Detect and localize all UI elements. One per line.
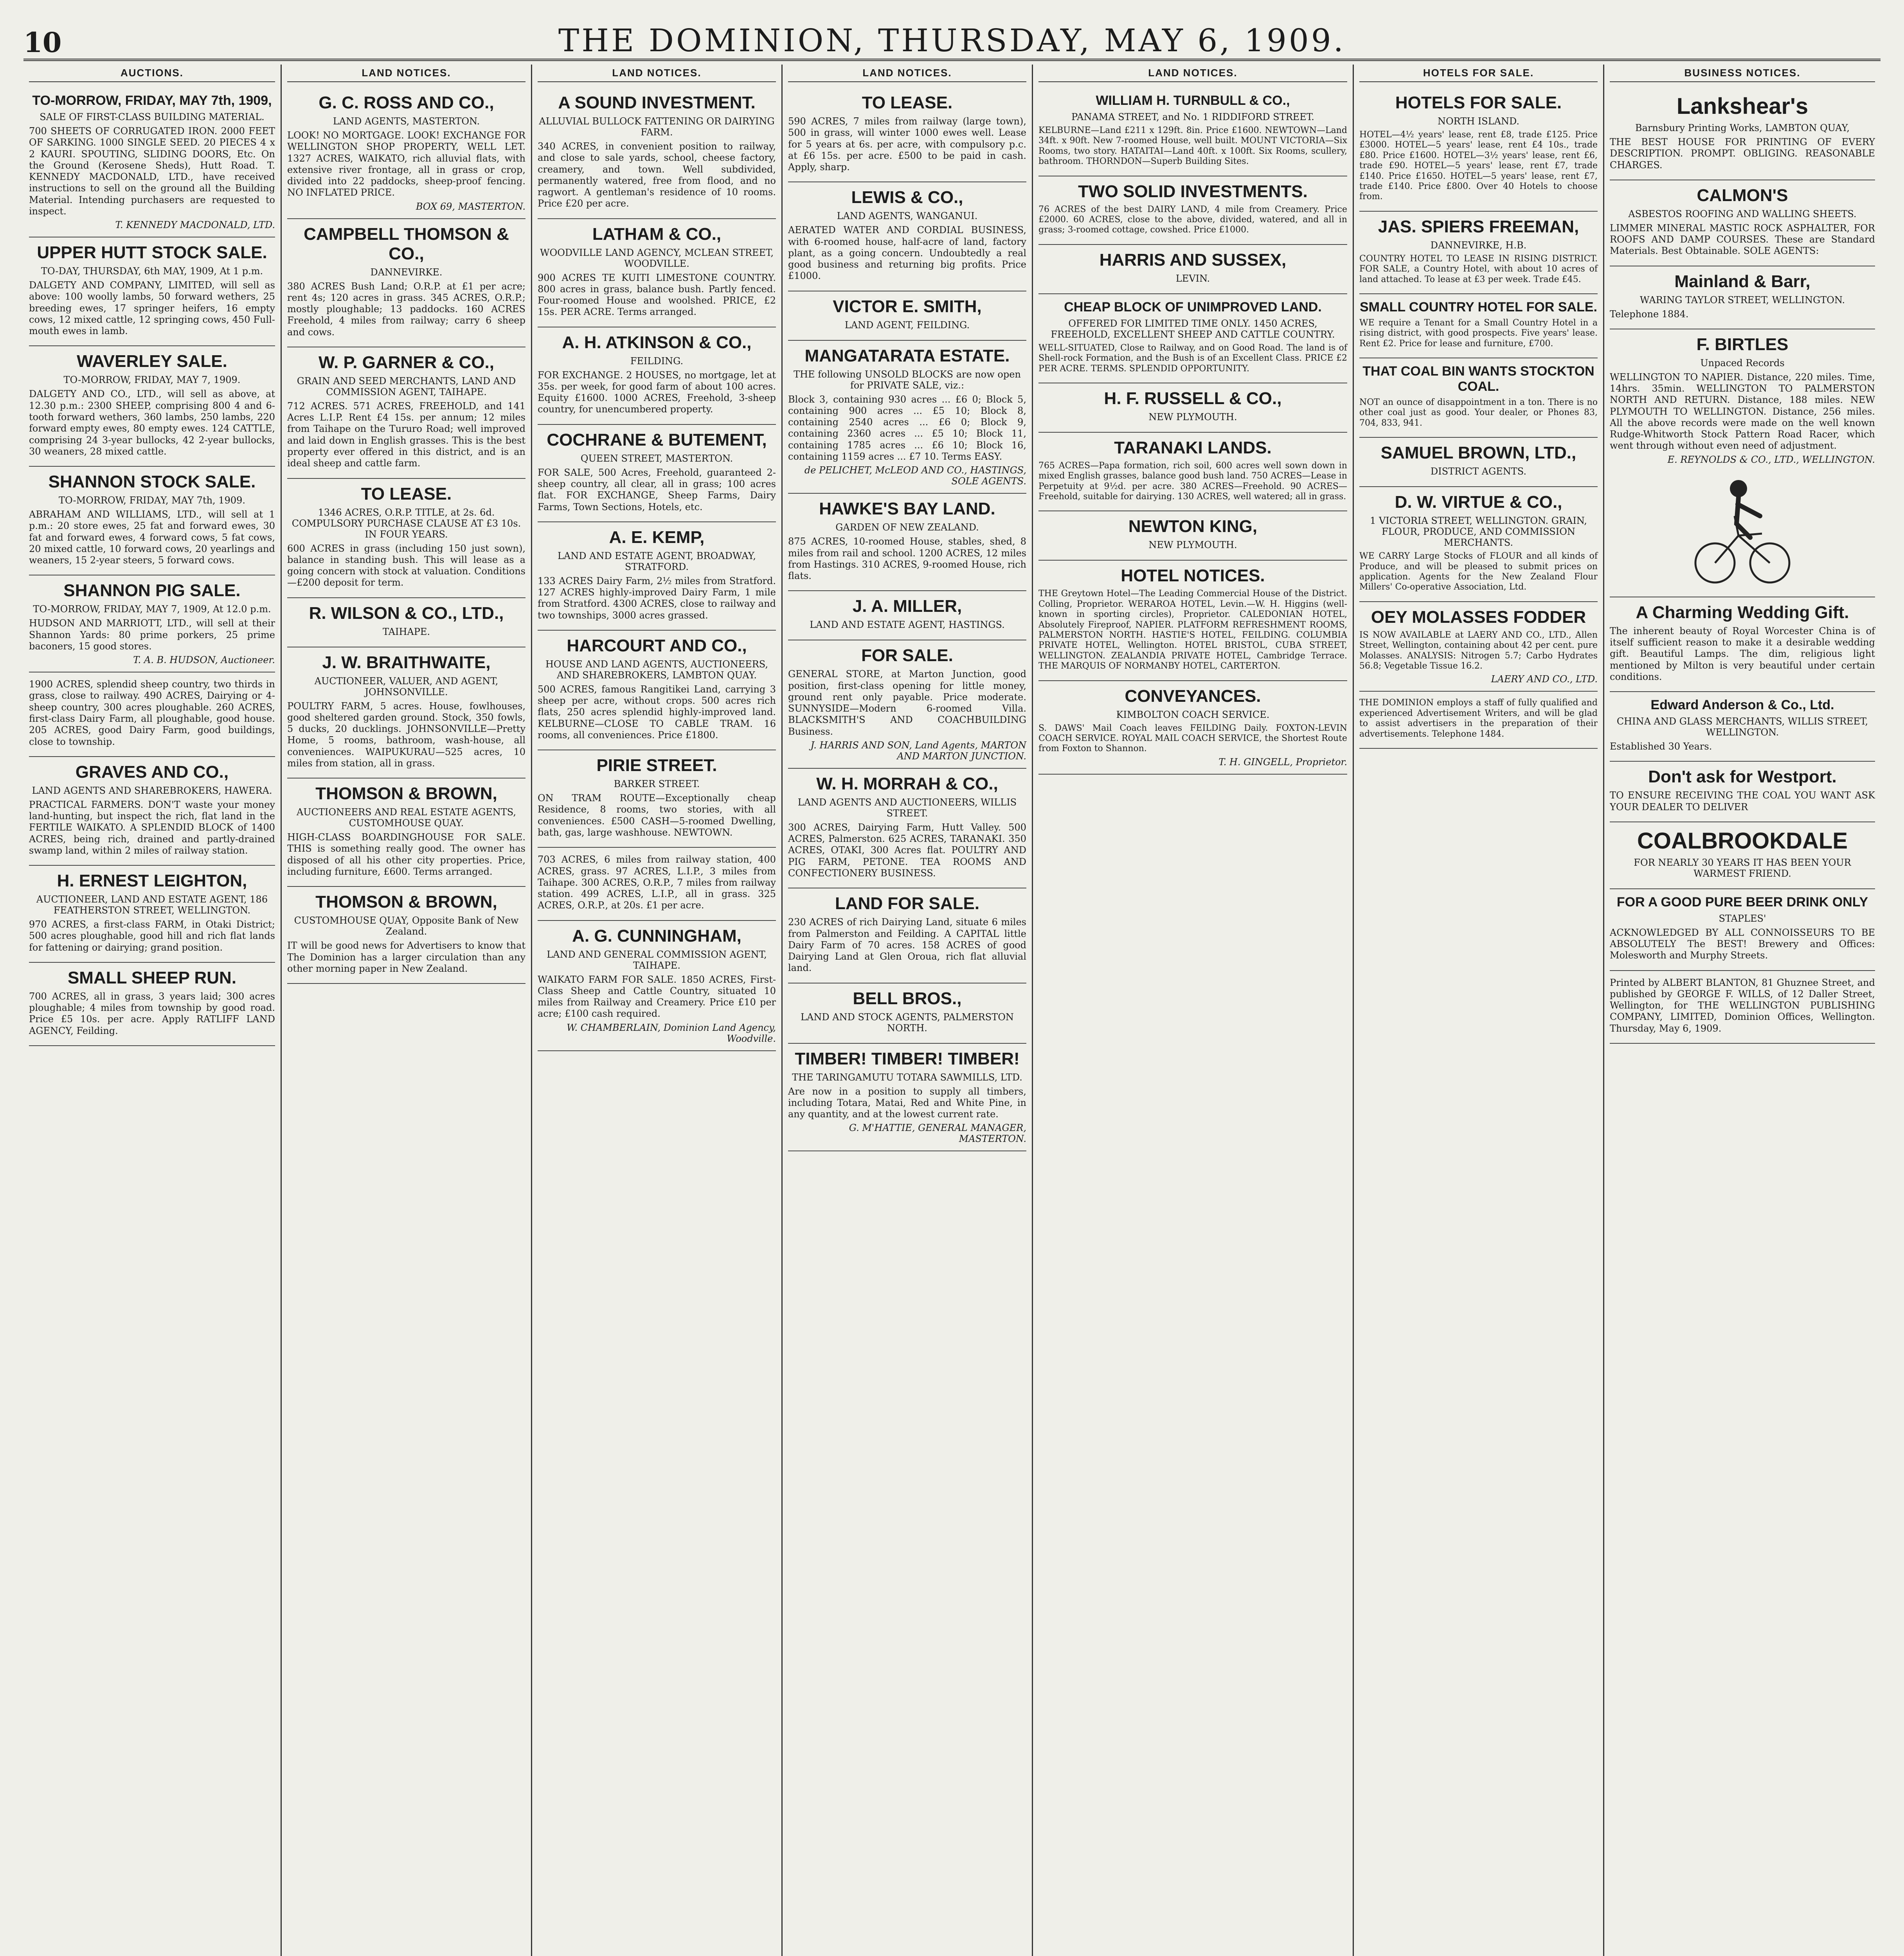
advertisement bbox=[788, 1044, 1026, 1152]
ad-body: Established 30 Years. bbox=[1610, 741, 1712, 752]
advertisement bbox=[788, 291, 1026, 341]
ad-subheading: 1 VICTORIA STREET, WELLINGTON. GRAIN, FLOUR, PRODUCE, AND COMMISSION MERCHANTS. bbox=[1370, 515, 1587, 548]
ad-body: TO ENSURE RECEIVING THE COAL YOU WANT ASK YOUR DEALER TO DELIVER bbox=[1610, 790, 1875, 813]
ad-subheading: HOUSE AND LAND AGENTS, AUCTIONEERS, AND SHAREBROKERS, LAMBTON QUAY. bbox=[545, 658, 768, 681]
column-4 bbox=[783, 65, 1033, 1956]
ad-heading: A. H. ATKINSON & CO., bbox=[562, 333, 752, 352]
column-header: LAND NOTICES. bbox=[788, 67, 1026, 82]
ad-heading: VICTOR E. SMITH, bbox=[833, 297, 982, 316]
ad-signature: BOX 69, MASTERTON. bbox=[416, 201, 525, 212]
ad-subheading: LAND AGENT, FEILDING. bbox=[844, 319, 970, 331]
ad-subheading: STAPLES' bbox=[1719, 913, 1766, 924]
ad-subheading: LEVIN. bbox=[1175, 273, 1210, 284]
advertisement bbox=[29, 963, 275, 1046]
page-number: 10 bbox=[23, 26, 62, 59]
advertisement bbox=[1038, 245, 1347, 294]
ad-body: THE Greytown Hotel—The Leading Commercial House of the District. Colling, Proprietor. WERAROA HOTEL, Levin.—W. H. Higgins (well-known in sporting circles), Proprietor. CALEDONIAN HOTEL, Absolutely Fireproof, NAPIER. PLATFORM REFRESHMENT ROOMS, PALMERSTON NORTH. HASTIE'S HOTEL, FEILDING. COLUMBIA PRIVATE HOTEL, Wellington. HOTEL BRISTOL, CUBA STREET, WELLINGTON. ZEALANDIA PRIVATE HOTEL, Cambridge Terrace. THE MARQUIS OF NORMANBY HOTEL, CARTERTON. bbox=[1038, 589, 1347, 671]
ad-heading: W. P. GARNER & CO., bbox=[318, 352, 495, 372]
ad-heading: Lankshear's bbox=[1676, 93, 1809, 119]
ad-heading: HOTELS FOR SALE. bbox=[1395, 93, 1562, 112]
advertisement bbox=[1359, 212, 1598, 294]
ad-body: LIMMER MINERAL MASTIC ROCK ASPHALTER, FOR ROOFS AND DAMP COURSES. These are Standard Materials. Best Obtainable. SOLE AGENTS: bbox=[1610, 222, 1875, 257]
ad-subheading: WARING TAYLOR STREET, WELLINGTON. bbox=[1639, 294, 1845, 306]
ad-heading: UPPER HUTT STOCK SALE. bbox=[37, 243, 267, 262]
ad-heading: WILLIAM H. TURNBULL & CO., bbox=[1096, 93, 1290, 108]
advertisement bbox=[1610, 266, 1875, 329]
advertisement bbox=[788, 182, 1026, 291]
ad-heading: HARCOURT AND CO., bbox=[567, 636, 747, 655]
ad-body: FOR SALE, 500 Acres, Freehold, guaranteed 2-sheep country, all clear, all in grass; 100 acres flat. FOR EXCHANGE, Sheep Farms, Dairy Farms, Town Sections, Hotels, etc. bbox=[538, 467, 776, 512]
ad-body: 76 ACRES of the best DAIRY LAND, 4 mile from Creamery. Price £2000. 60 ACRES, close to the above, divided, watered, and all in grass; 3-roomed cottage, cowshed. Price £1000. bbox=[1038, 204, 1347, 235]
advertisement bbox=[287, 647, 525, 779]
ad-heading: JAS. SPIERS FREEMAN, bbox=[1378, 217, 1579, 236]
ad-body: ACKNOWLEDGED BY ALL CONNOISSEURS TO BE ABSOLUTELY The BEST! Brewery and Offices: Molesworth and Murphy Streets. bbox=[1610, 927, 1875, 961]
ad-heading: MANGATARATA ESTATE. bbox=[804, 346, 1010, 365]
ad-heading: THAT COAL BIN WANTS STOCKTON COAL. bbox=[1362, 364, 1594, 394]
advertisement bbox=[29, 757, 275, 866]
ad-signature: J. HARRIS AND SON, Land Agents, MARTON AND MARTON JUNCTION. bbox=[810, 739, 1026, 762]
advertisement bbox=[538, 425, 776, 522]
ad-body: 875 ACRES, 10-roomed House, stables, shed, 8 miles from rail and school. 1200 ACRES, 12 miles from Hastings. 310 ACRES, 9-roomed House, rich flats. bbox=[788, 536, 1026, 582]
ad-subheading: THE TARINGAMUTU TOTARA SAWMILLS, LTD. bbox=[792, 1071, 1022, 1083]
ad-body: 380 ACRES Bush Land; O.R.P. at £1 per acre; rent 4s; 120 acres in grass. 345 ACRES, O.R.P.; mostly ploughable; 13 paddocks. 160 ACRES Freehold, 4 miles from railway; carry 6 sheep and cows. bbox=[287, 280, 525, 338]
ad-body: WELLINGTON TO NAPIER. Distance, 220 miles. Time, 14hrs. 35min. WELLINGTON TO PALMERSTON NORTH AND RETURN. Distance, 188 miles. NEW PLYMOUTH TO WELLINGTON. Distance, 256 miles. All the above records were made on the well known Rudge-Whitworth Stock Pattern Road Racer, which went through without even need of adjustment. bbox=[1610, 371, 1875, 451]
masthead bbox=[23, 16, 1881, 61]
column-header: HOTELS FOR SALE. bbox=[1359, 67, 1598, 82]
ad-subheading: LAND AGENTS, WANGANUI. bbox=[837, 210, 978, 222]
ad-subheading: TO-MORROW, FRIDAY, MAY 7, 1909. bbox=[63, 374, 241, 386]
advertisement bbox=[1038, 294, 1347, 383]
ad-subheading: TO-MORROW, FRIDAY, MAY 7, 1909, At 12.0 p.m. bbox=[33, 604, 271, 615]
column-header: AUCTIONS. bbox=[29, 67, 275, 82]
ad-body: HIGH-CLASS BOARDINGHOUSE FOR SALE. THIS is something really good. The owner has disposed of all his other city properties. Price, including furniture, £600. Terms arranged. bbox=[287, 832, 525, 877]
ad-subheading: LAND AGENTS AND SHAREBROKERS, HAWERA. bbox=[32, 785, 272, 796]
ad-body: WE require a Tenant for a Small Country Hotel in a rising district, with good prospects. Five years' lease. Rent £2. Price for lease and furniture, £700. bbox=[1359, 318, 1598, 349]
advertisement bbox=[788, 983, 1026, 1044]
ad-body: S. DAWS' Mail Coach leaves FEILDING Daily. FOXTON-LEVIN COACH SERVICE. ROYAL MAIL COACH SERVICE, the Shortest Route from Foxton to Shannon. bbox=[1038, 723, 1347, 754]
ad-subheading: NORTH ISLAND. bbox=[1437, 116, 1520, 127]
ad-signature: LAERY AND CO., LTD. bbox=[1491, 674, 1598, 685]
ad-subheading: 1346 ACRES, O.R.P. TITLE, at 2s. 6d. COMPULSORY PURCHASE CLAUSE AT £3 10s. IN FOUR YEARS. bbox=[292, 507, 521, 540]
ad-heading: H. F. RUSSELL & CO., bbox=[1104, 388, 1282, 408]
ad-body: LOOK! NO MORTGAGE. LOOK! EXCHANGE FOR WELLINGTON SHOP PROPERTY, WELL LET. 1327 ACRES, WAIKATO, rich alluvial flats, with extensive river frontage, all in grass or crop, divided into 22 paddocks, sheep-proof fencing. NO INFLATED PRICE. bbox=[287, 130, 525, 198]
ad-body: 900 ACRES TE KUITI LIMESTONE COUNTRY. 800 acres in grass, balance bush. Partly fenced. Four-roomed House and woolshed. PRICE, £2 15s. PER ACRE. Terms arranged. bbox=[538, 272, 776, 318]
advertisement bbox=[29, 575, 275, 672]
ad-body: AERATED WATER AND CORDIAL BUSINESS, with 6-roomed house, half-acre of land, factory plant, as a going concern. Undoubtedly a real good business and returning big profits. Price £1000. bbox=[788, 225, 1026, 282]
advertisement bbox=[287, 778, 525, 887]
advertisement bbox=[1038, 561, 1347, 681]
ad-body: 600 ACRES in grass (including 150 just sown), balance in standing bush. This will lease as a going concern with stock at valuation. Conditions—£200 deposit for term. bbox=[287, 543, 525, 588]
advertisement bbox=[1038, 681, 1347, 775]
advertisement bbox=[1038, 433, 1347, 512]
ad-body: THE BEST HOUSE FOR PRINTING OF EVERY DESCRIPTION. PROMPT. OBLIGING. REASONABLE CHARGES. bbox=[1610, 137, 1875, 171]
ad-subheading: CUSTOMHOUSE QUAY, Opposite Bank of New Zealand. bbox=[294, 915, 519, 937]
advertisement bbox=[1610, 822, 1875, 889]
advertisement bbox=[538, 848, 776, 920]
advertisement bbox=[788, 888, 1026, 983]
ad-subheading: WOODVILLE LAND AGENCY, MCLEAN STREET, WOODVILLE. bbox=[540, 247, 774, 269]
ad-subheading: THE following UNSOLD BLOCKS are now open for PRIVATE SALE, viz.: bbox=[794, 369, 1021, 391]
ad-subheading: AUCTIONEER, LAND AND ESTATE AGENT, 186 FEATHERSTON STREET, WELLINGTON. bbox=[36, 894, 268, 916]
advertisement bbox=[1610, 971, 1875, 1044]
ad-heading: SMALL SHEEP RUN. bbox=[67, 968, 237, 987]
ad-subheading: NEW PLYMOUTH. bbox=[1148, 539, 1237, 551]
advertisement bbox=[788, 640, 1026, 769]
ad-body: DALGETY AND COMPANY, LIMITED, will sell as above: 100 woolly lambs, 50 forward wethers, 25 breeding ewes, 17 springer heifers, 16 empty cows, 12 mixed cattle, 12 springing cows, 450 Full-mouth ewes in lamb. bbox=[29, 280, 275, 337]
advertisement bbox=[29, 88, 275, 237]
ad-body: 300 ACRES, Dairying Farm, Hutt Valley. 500 ACRES, Palmerston. 625 ACRES, TARANAKI. 350 ACRES, OTAKI, 300 Acres flat. POULTRY AND PIG FARM, PETONE. TEA ROOMS AND CONFECTIONERY BUSINESS. bbox=[788, 822, 1026, 879]
advertisement bbox=[1038, 176, 1347, 245]
ad-heading: H. ERNEST LEIGHTON, bbox=[57, 871, 247, 891]
advertisement bbox=[788, 88, 1026, 182]
advertisement bbox=[287, 598, 525, 647]
ad-subheading: TO-DAY, THURSDAY, 6th MAY, 1909, At 1 p.m. bbox=[41, 266, 263, 277]
ad-subheading: LAND AGENTS, MASTERTON. bbox=[333, 116, 480, 127]
ad-heading: Don't ask for Westport. bbox=[1648, 767, 1837, 787]
advertisement bbox=[788, 769, 1026, 888]
ad-subheading: LAND AND ESTATE AGENT, HASTINGS. bbox=[810, 619, 1005, 631]
advertisement bbox=[1610, 329, 1875, 597]
ad-body: HUDSON AND MARRIOTT, LTD., will sell at their Shannon Yards: 80 prime porkers, 25 prime baconers, 15 good stores. bbox=[29, 618, 275, 652]
advertisement bbox=[538, 631, 776, 750]
ad-body: Are now in a position to supply all timbers, including Totara, Matai, Red and White Pine, in any quantity, and at the lowest current rate. bbox=[788, 1086, 1026, 1120]
ad-body: DALGETY AND CO., LTD., will sell as above, at 12.30 p.m.: 2300 SHEEP, comprising 800 4 and 6-tooth forward wethers, 360 lambs, 250 lambs, 220 forward empty ewes, 80 empty ewes. 124 CATTLE, comprising 24 3-year bullocks, 42 2-year bullocks, 30 weaners, 28 mixed cattle. bbox=[29, 388, 275, 457]
ad-body: WELL-SITUATED, Close to Railway, and on Good Road. The land is of Shell-rock Formation, and the Bush is of an Excellent Class. PRICE £2 PER ACRE. TERMS. SPLENDID OPPORTUNITY. bbox=[1038, 343, 1347, 374]
ad-heading: HARRIS AND SUSSEX, bbox=[1099, 250, 1287, 270]
column-header: LAND NOTICES. bbox=[287, 67, 525, 82]
ad-subheading: LAND AND ESTATE AGENT, BROADWAY, STRATFORD. bbox=[557, 550, 756, 572]
advertisement bbox=[1359, 294, 1598, 358]
ad-subheading: AUCTIONEERS AND REAL ESTATE AGENTS, CUSTOMHOUSE QUAY. bbox=[296, 807, 516, 829]
ad-heading: HAWKE'S BAY LAND. bbox=[819, 499, 995, 519]
ad-body: 1900 ACRES, splendid sheep country, two thirds in grass, close to railway. 490 ACRES, Dairying or 4-sheep country, 300 acres ploughable. 260 ACRES, first-class Dairy Farm, all ploughable, good house. 205 ACRES, good Dairy Farm, good buildings, close to township. bbox=[29, 679, 275, 747]
column-2 bbox=[282, 65, 532, 1956]
ad-body: 703 ACRES, 6 miles from railway station, 400 ACRES, grass. 97 ACRES, L.I.P., 3 miles from Taihape. 300 ACRES, O.R.P., 7 miles from railway station. 499 ACRES, L.I.P., all in grass. 325 ACRES, O.R.P., at 20s. £1 per acre. bbox=[538, 854, 776, 911]
ad-heading: CALMON'S bbox=[1697, 185, 1788, 205]
ad-heading: SMALL COUNTRY HOTEL FOR SALE. bbox=[1360, 299, 1597, 315]
advertisement bbox=[1038, 511, 1347, 561]
ad-heading: A. G. CUNNINGHAM, bbox=[572, 926, 741, 946]
advertisement bbox=[1610, 597, 1875, 692]
advertisement bbox=[1610, 88, 1875, 180]
ad-subheading: TO-MORROW, FRIDAY, MAY 7th, 1909. bbox=[58, 495, 246, 506]
columns-container bbox=[23, 65, 1881, 1956]
ad-heading: TARANAKI LANDS. bbox=[1114, 438, 1272, 457]
ad-body: Printed by ALBERT BLANTON, 81 Ghuznee Street, and published by GEORGE F. WILLS, of 12 Daller Street, Wellington, for THE WELLINGTON PUBLISHING COMPANY, LIMITED, Dominion Offices, Wellington. Thursday, May 6, 1909. bbox=[1610, 977, 1875, 1034]
ad-heading: NEWTON KING, bbox=[1128, 517, 1258, 536]
advertisement bbox=[788, 494, 1026, 591]
advertisement bbox=[287, 887, 525, 984]
advertisement bbox=[1359, 88, 1598, 212]
ad-heading: FOR SALE. bbox=[861, 646, 953, 665]
ad-heading: LEWIS & CO., bbox=[851, 188, 963, 207]
advertisement bbox=[29, 467, 275, 575]
ad-body: GENERAL STORE, at Marton Junction, good position, first-class opening for little money, ground rent only payable. Price moderate. SUNNYSIDE—Modern 6-roomed Villa. BLACKSMITH'S AND COACHBUILDING Business. bbox=[788, 669, 1026, 737]
advertisement bbox=[538, 88, 776, 219]
ad-heading: TO LEASE. bbox=[862, 93, 953, 112]
advertisement bbox=[29, 346, 275, 467]
advertisement bbox=[29, 672, 275, 757]
ad-body: POULTRY FARM, 5 acres. House, fowlhouses, good sheltered garden ground. Stock, 350 fowls, 5 ducks, 20 ducklings. JOHNSONVILLE—Pretty Home, 5 rooms, bathroom, wash-house, all conveniences. WAIPUKURAU—525 acres, 10 miles from station, all in grass. bbox=[287, 700, 525, 769]
cyclist-illustration-icon bbox=[1692, 469, 1793, 586]
ad-body: IT will be good news for Advertisers to know that The Dominion has a larger circulation than any other morning paper in New Zealand. bbox=[287, 940, 525, 974]
ad-body: 133 ACRES Dairy Farm, 2½ miles from Stratford. 127 ACRES highly-improved Dairy Farm, 1 mile from Stratford. 4300 ACRES, close to railway and two townships, 3000 acres grassed. bbox=[538, 575, 776, 621]
ad-subheading: LAND AGENTS AND AUCTIONEERS, WILLIS STREET. bbox=[797, 796, 1017, 819]
advertisement bbox=[538, 219, 776, 327]
column-1 bbox=[23, 65, 282, 1956]
ad-body: 765 ACRES—Papa formation, rich soil, 600 acres well sown down in mixed English grasses, balance good bush land. 750 ACRES—Lease in Perpetuity at 9½d. per acre. 380 ACRES—Freehold. 90 ACRES—Freehold, suitable for dairying. 130 ACRES, well watered; all in grass. bbox=[1038, 460, 1347, 502]
advertisement bbox=[1359, 358, 1598, 438]
ad-body: THE DOMINION employs a staff of fully qualified and experienced Advertisement Writers, and will be glad to assist advertisers in the preparation of their advertisements. Telephone 1484. bbox=[1359, 698, 1598, 739]
advertisement bbox=[538, 522, 776, 631]
ad-subheading: TAIHAPE. bbox=[382, 626, 430, 637]
column-header: BUSINESS NOTICES. bbox=[1610, 67, 1875, 82]
ad-heading: GRAVES AND CO., bbox=[75, 762, 229, 782]
ad-subheading: DISTRICT AGENTS. bbox=[1431, 466, 1526, 477]
newspaper-title: THE DOMINION, THURSDAY, MAY 6, 1909. bbox=[558, 22, 1346, 59]
advertisement bbox=[29, 237, 275, 346]
ad-signature: de PELICHET, McLEOD AND CO., HASTINGS, SOLE AGENTS. bbox=[804, 465, 1026, 487]
ad-subheading: OFFERED FOR LIMITED TIME ONLY. 1450 ACRES, FREEHOLD, EXCELLENT SHEEP AND CATTLE COUNTRY. bbox=[1051, 318, 1335, 340]
ad-subheading: CHINA AND GLASS MERCHANTS, WILLIS STREET, WELLINGTON. bbox=[1616, 716, 1868, 738]
ad-body: PRACTICAL FARMERS. DON'T waste your money land-hunting, but inspect the rich, flat land in the FERTILE WAIKATO. A SPLENDID BLOCK of 1400 ACRES, being rich, drained and partly-drained swamp land, within 2 miles of railway station. bbox=[29, 799, 275, 856]
advertisement bbox=[1610, 692, 1875, 762]
ad-subheading: BARKER STREET. bbox=[614, 778, 700, 790]
ad-body: WE CARRY Large Stocks of FLOUR and all kinds of Produce, and will be pleased to submit prices on application. Agents for the New Zealand Flour Millers' Co-operative Association, Ltd. bbox=[1359, 551, 1598, 592]
advertisement bbox=[1610, 180, 1875, 266]
ad-heading: TWO SOLID INVESTMENTS. bbox=[1078, 182, 1308, 201]
advertisement bbox=[788, 591, 1026, 640]
ad-body: Block 3, containing 930 acres ... £6 0; Block 5, containing 900 acres ... £5 10; Block 8, containing 2540 acres ... £6 0; Block 9, containing 2360 acres ... £5 10; Block 11, containing 1785 acres ... £6 10; Block 16, containing 1159 acres ... £7 10. Terms EASY. bbox=[788, 394, 1026, 462]
ad-subheading: GRAIN AND SEED MERCHANTS, LAND AND COMMISSION AGENT, TAIHAPE. bbox=[297, 375, 516, 397]
ad-subheading: ASBESTOS ROOFING AND WALLING SHEETS. bbox=[1628, 208, 1857, 219]
ad-heading: J. A. MILLER, bbox=[852, 597, 962, 616]
advertisement bbox=[788, 341, 1026, 494]
ad-heading: R. WILSON & CO., LTD., bbox=[309, 603, 504, 623]
ad-heading: W. H. MORRAH & CO., bbox=[816, 774, 998, 793]
ad-subheading: Unpaced Records bbox=[1700, 357, 1785, 369]
ad-heading: LAND FOR SALE. bbox=[835, 894, 980, 913]
ad-body: Telephone 1884. bbox=[1610, 308, 1689, 320]
ad-subheading: FOR NEARLY 30 YEARS IT HAS BEEN YOUR WARMEST FRIEND. bbox=[1634, 857, 1851, 879]
ad-heading: FOR A GOOD PURE BEER DRINK ONLY bbox=[1616, 894, 1868, 910]
ad-heading: PIRIE STREET. bbox=[596, 756, 717, 775]
ad-heading: THOMSON & BROWN, bbox=[315, 784, 497, 804]
ad-heading: THOMSON & BROWN, bbox=[315, 892, 497, 912]
ad-heading: HOTEL NOTICES. bbox=[1121, 566, 1265, 586]
ad-signature: W. CHAMBERLAIN, Dominion Land Agency, Woodville. bbox=[567, 1022, 776, 1044]
ad-heading: SHANNON STOCK SALE. bbox=[48, 472, 256, 492]
advertisement bbox=[538, 750, 776, 848]
ad-body: NOT an ounce of disappointment in a ton. There is no other coal just as good. Your dealer, or Phones 83, 704, 833, 941. bbox=[1359, 397, 1598, 428]
ad-subheading: DANNEVIRKE. bbox=[370, 266, 443, 278]
ad-heading: SHANNON PIG SALE. bbox=[63, 581, 241, 600]
advertisement bbox=[287, 88, 525, 219]
advertisement bbox=[1359, 438, 1598, 487]
column-6 bbox=[1354, 65, 1604, 1956]
ad-heading: CONVEYANCES. bbox=[1125, 686, 1261, 706]
ad-signature: T. A. B. HUDSON, Auctioneer. bbox=[133, 654, 275, 666]
ad-heading: OEY MOLASSES FODDER bbox=[1371, 607, 1586, 627]
ad-heading: WAVERLEY SALE. bbox=[77, 352, 227, 371]
ad-subheading: KIMBOLTON COACH SERVICE. bbox=[1116, 709, 1270, 720]
ad-body: 700 ACRES, all in grass, 3 years laid; 300 acres ploughable; 4 miles from township by good road. Price £5 10s. per acre. Apply RATLIFF LAND AGENCY, Feilding. bbox=[29, 991, 275, 1036]
ad-heading: Edward Anderson & Co., Ltd. bbox=[1650, 698, 1834, 713]
ad-subheading: NEW PLYMOUTH. bbox=[1148, 411, 1237, 422]
ad-heading: TO LEASE. bbox=[361, 484, 452, 503]
ad-heading: G. C. ROSS AND CO., bbox=[319, 93, 494, 112]
ad-heading: CAMPBELL THOMSON & CO., bbox=[304, 224, 509, 263]
ad-heading: J. W. BRAITHWAITE, bbox=[322, 653, 491, 672]
ad-subheading: LAND AND STOCK AGENTS, PALMERSTON NORTH. bbox=[801, 1011, 1014, 1034]
ad-body: 700 SHEETS OF CORRUGATED IRON. 2000 FEET OF SARKING. 1000 SINGLE SEED. 20 PIECES 4 x 2 KAURI. SPOUTING, SLIDING DOORS, Etc. On the Ground (Kerosene Sheds), Hutt Road. T. KENNEDY MACDONALD, LTD., have received instructions to sell on the ground all the Building Material. Intending purchasers are requested to inspect. bbox=[29, 126, 275, 217]
ad-heading: D. W. VIRTUE & CO., bbox=[1395, 493, 1562, 512]
ad-body: WAIKATO FARM FOR SALE. 1850 ACRES, First-Class Sheep and Cattle Country, situated 10 miles from Railway and Creamery. Price £10 per acre; £100 cash required. bbox=[538, 974, 776, 1019]
ad-body: 340 ACRES, in convenient position to railway, and close to sale yards, school, cheese factory, creamery, and town. Well subdivided, permanently watered, free from flood, and no ragwort. A gentleman's residence of 10 rooms. Price £20 per acre. bbox=[538, 141, 776, 209]
advertisement bbox=[1038, 88, 1347, 176]
ad-body: 970 ACRES, a first-class FARM, in Otaki District; 500 acres ploughable, good hill and rich flat lands for fattening or dairying; grand position. bbox=[29, 919, 275, 953]
ad-heading: F. BIRTLES bbox=[1696, 334, 1789, 354]
ad-heading: A. E. KEMP, bbox=[609, 527, 705, 547]
ad-heading: SAMUEL BROWN, LTD., bbox=[1380, 443, 1576, 463]
ad-body: 712 ACRES. 571 ACRES, FREEHOLD, and 141 Acres L.I.P. Rent £4 15s. per annum; 12 miles from Taihape on the Tururo Road; well improved and laid down in English grasses. This is the best property ever offered in this district, and is an ideal sheep and cattle farm. bbox=[287, 400, 525, 469]
ad-subheading: DANNEVIRKE, H.B. bbox=[1430, 239, 1527, 251]
advertisement bbox=[287, 347, 525, 479]
advertisement bbox=[1038, 383, 1347, 433]
ad-heading: TIMBER! TIMBER! TIMBER! bbox=[795, 1049, 1020, 1068]
column-5 bbox=[1033, 65, 1354, 1956]
ad-heading: CHEAP BLOCK OF UNIMPROVED LAND. bbox=[1064, 299, 1322, 315]
ad-subheading: AUCTIONEER, VALUER, AND AGENT, JOHNSONVILLE. bbox=[314, 675, 498, 698]
ad-subheading: FEILDING. bbox=[630, 355, 684, 367]
ad-subheading: ALLUVIAL BULLOCK FATTENING OR DAIRYING FARM. bbox=[539, 116, 775, 138]
ad-body: 230 ACRES of rich Dairying Land, situate 6 miles from Palmerston and Feilding. A CAPITAL little Dairy Farm of 70 acres. 158 ACRES of good Dairying Land at Glen Oroua, rich flat alluvial land. bbox=[788, 917, 1026, 974]
ad-body: 590 ACRES, 7 miles from railway (large town), 500 in grass, will winter 1000 ewes well. Lease for 5 years at 6s. per acre, with compulsory p.c. at £6 15s. per acre. £500 to be paid in cash. Apply, sharp. bbox=[788, 116, 1026, 173]
column-3 bbox=[532, 65, 783, 1956]
ad-signature: G. M'HATTIE, GENERAL MANAGER, MASTERTON. bbox=[849, 1122, 1026, 1145]
ad-body: KELBURNE—Land £211 x 129ft. 8in. Price £1600. NEWTOWN—Land 34ft. x 90ft. New 7-roomed House, well built. MOUNT VICTORIA—Six Rooms, two story. HATAITAI—Land 40ft. x 100ft. Six Rooms, scullery, bathroom. THORNDON—Superb Building Sites. bbox=[1038, 126, 1347, 167]
ad-heading: COCHRANE & BUTEMENT, bbox=[547, 430, 767, 449]
ad-heading: LATHAM & CO., bbox=[592, 224, 722, 244]
ad-subheading: PANAMA STREET, and No. 1 RIDDIFORD STREET. bbox=[1071, 111, 1314, 122]
ad-signature: T. H. GINGELL, Proprietor. bbox=[1218, 756, 1347, 768]
ad-subheading: Barnsbury Printing Works, LAMBTON QUAY, bbox=[1635, 122, 1850, 133]
ad-body: FOR EXCHANGE. 2 HOUSES, no mortgage, let at 35s. per week, for good farm of about 100 acres. Equity £1600. 1000 ACRES, Freehold, 3-sheep country, for unencumbered property. bbox=[538, 369, 776, 415]
ad-subheading: SALE OF FIRST-CLASS BUILDING MATERIAL. bbox=[40, 111, 265, 122]
advertisement bbox=[1359, 602, 1598, 692]
ad-body: ABRAHAM AND WILLIAMS, LTD., will sell at 1 p.m.: 20 store ewes, 25 fat and forward ewes, 30 fat and forward ewes, 4 forward cows, 5 fat cows, 20 mixed cattle, 10 forward cows, 20 yearlings and weaners, 15 2-year steers, 5 forward cows. bbox=[29, 509, 275, 566]
ad-body: HOTEL—4½ years' lease, rent £8, trade £125. Price £3000. HOTEL—5 years' lease, rent £4 10s., trade £80. Price £1600. HOTEL—3½ years' lease, rent £6, trade £90. HOTEL—5 years' lease, rent £7, trade £140. Price £1650. HOTEL—5 years' lease, rent £7, trade £140. Price £800. Over 40 Hotels to choose from. bbox=[1359, 130, 1598, 202]
advertisement bbox=[29, 866, 275, 963]
ad-body: 500 ACRES, famous Rangitikei Land, carrying 3 sheep per acre, without crops. 500 acres rich flats, 250 acres splendid highly-improved land. KELBURNE—CLOSE TO CABLE TRAM. 16 rooms, all conveniences. Price £1800. bbox=[538, 683, 776, 741]
column-7 bbox=[1604, 65, 1881, 1956]
ad-subheading: QUEEN STREET, MASTERTON. bbox=[580, 453, 733, 464]
ad-signature: T. KENNEDY MACDONALD, LTD. bbox=[115, 219, 275, 231]
ad-body: IS NOW AVAILABLE at LAERY AND CO., LTD., Allen Street, Wellington, containing about 42 per cent. pure Molasses. ANALYSIS: Nitrogen 5.7; Carbo Hydrates 56.8; Vegetable Tissue 16.2. bbox=[1359, 630, 1598, 671]
ad-subheading: LAND AND GENERAL COMMISSION AGENT, TAIHAPE. bbox=[547, 949, 767, 971]
ad-heading: A SOUND INVESTMENT. bbox=[558, 93, 756, 112]
ad-heading: A Charming Wedding Gift. bbox=[1636, 602, 1849, 622]
ad-heading: TO-MORROW, FRIDAY, MAY 7th, 1909, bbox=[32, 93, 272, 108]
column-header: LAND NOTICES. bbox=[1038, 67, 1347, 82]
advertisement bbox=[287, 479, 525, 598]
ad-signature: E. REYNOLDS & CO., LTD., WELLINGTON. bbox=[1667, 454, 1875, 465]
advertisement bbox=[1610, 889, 1875, 971]
column-header: LAND NOTICES. bbox=[538, 67, 776, 82]
ad-heading: Mainland & Barr, bbox=[1674, 271, 1810, 291]
ad-body: ON TRAM ROUTE—Exceptionally cheap Residence, 8 rooms, two stories, with all conveniences. £500 CASH—5-roomed Dwelling, bath, gas, large washhouse. NEWTOWN. bbox=[538, 793, 776, 838]
advertisement bbox=[1610, 762, 1875, 822]
ad-subheading: GARDEN OF NEW ZEALAND. bbox=[835, 522, 979, 533]
advertisement bbox=[287, 219, 525, 347]
ad-heading: COALBROOKDALE bbox=[1637, 828, 1848, 854]
ad-body: COUNTRY HOTEL TO LEASE IN RISING DISTRICT. FOR SALE, a Country Hotel, with about 10 acres of land attached. To lease at £3 per week. Trade £45. bbox=[1359, 253, 1598, 284]
advertisement bbox=[538, 921, 776, 1051]
advertisement bbox=[1359, 487, 1598, 602]
ad-body: The inherent beauty of Royal Worcester China is of itself sufficient reason to make it a desirable wedding gift. Beautiful Lamps. The dim, religious light mentioned by Milton is very beautiful under certain conditions. bbox=[1610, 625, 1875, 682]
advertisement bbox=[1359, 692, 1598, 749]
ad-heading: BELL BROS., bbox=[853, 989, 962, 1008]
advertisement bbox=[538, 327, 776, 425]
